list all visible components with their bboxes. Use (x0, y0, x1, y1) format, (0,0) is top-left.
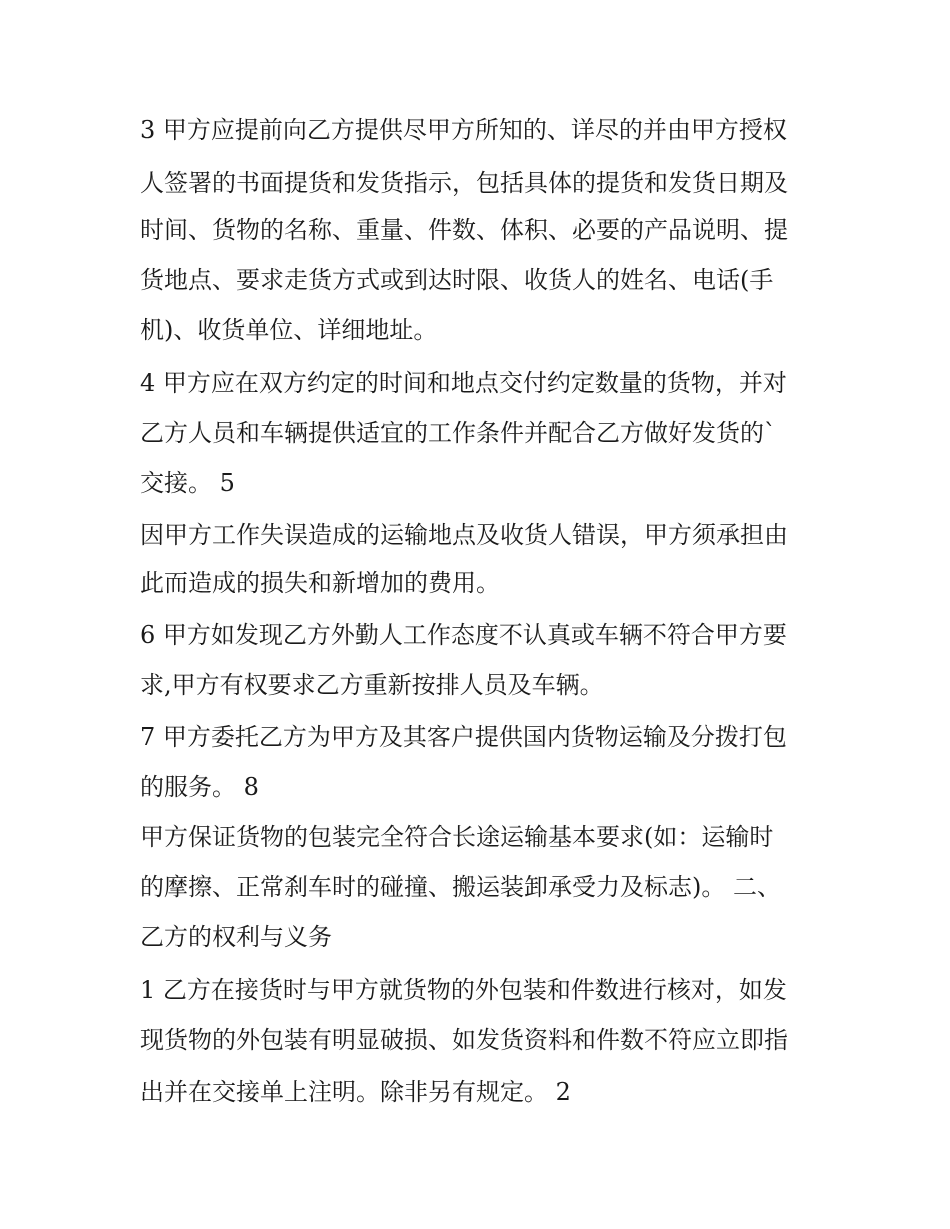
text-line: 3 甲方应提前向乙方提供尽甲方所知的、详尽的并由甲方授权 (140, 116, 787, 144)
text-line: 人签署的书面提货和发货指示，包括具体的提货和发货日期及 (140, 169, 788, 197)
text-line: 的服务。 8 (140, 773, 259, 801)
text-line: 6 甲方如发现乙方外勤人工作态度不认真或车辆不符合甲方要 (140, 621, 787, 649)
text-line: 乙方的权利与义务 (140, 923, 332, 951)
text-line: 求,甲方有权要求乙方重新按排人员及车辆。 (140, 671, 604, 699)
text-line: 机)、收货单位、详细地址。 (140, 316, 438, 344)
text-line: 现货物的外包装有明显破损、如发货资料和件数不符应立即指 (140, 1026, 788, 1054)
text-line: 出并在交接单上注明。除非另有规定。 2 (140, 1078, 571, 1106)
text-line: 时间、货物的名称、重量、件数、体积、必要的产品说明、提 (140, 216, 788, 244)
text-line: 甲方保证货物的包装完全符合长途运输基本要求(如：运输时 (140, 823, 774, 851)
text-line: 7 甲方委托乙方为甲方及其客户提供国内货物运输及分拨打包 (140, 723, 787, 751)
text-line: 4 甲方应在双方约定的时间和地点交付约定数量的货物，并对 (140, 369, 787, 397)
text-line: 乙方人员和车辆提供适宜的工作条件并配合乙方做好发货的` (140, 419, 776, 447)
text-line: 1 乙方在接货时与甲方就货物的外包装和件数进行核对，如发 (140, 976, 787, 1004)
text-line: 货地点、要求走货方式或到达时限、收货人的姓名、电话(手 (140, 266, 774, 294)
text-line: 的摩擦、正常刹车时的碰撞、搬运装卸承受力及标志)。 二、 (140, 873, 781, 901)
text-line: 因甲方工作失误造成的运输地点及收货人错误，甲方须承担由 (140, 521, 788, 549)
text-line: 此而造成的损失和新增加的费用。 (140, 569, 500, 597)
text-line: 交接。 5 (140, 469, 235, 497)
